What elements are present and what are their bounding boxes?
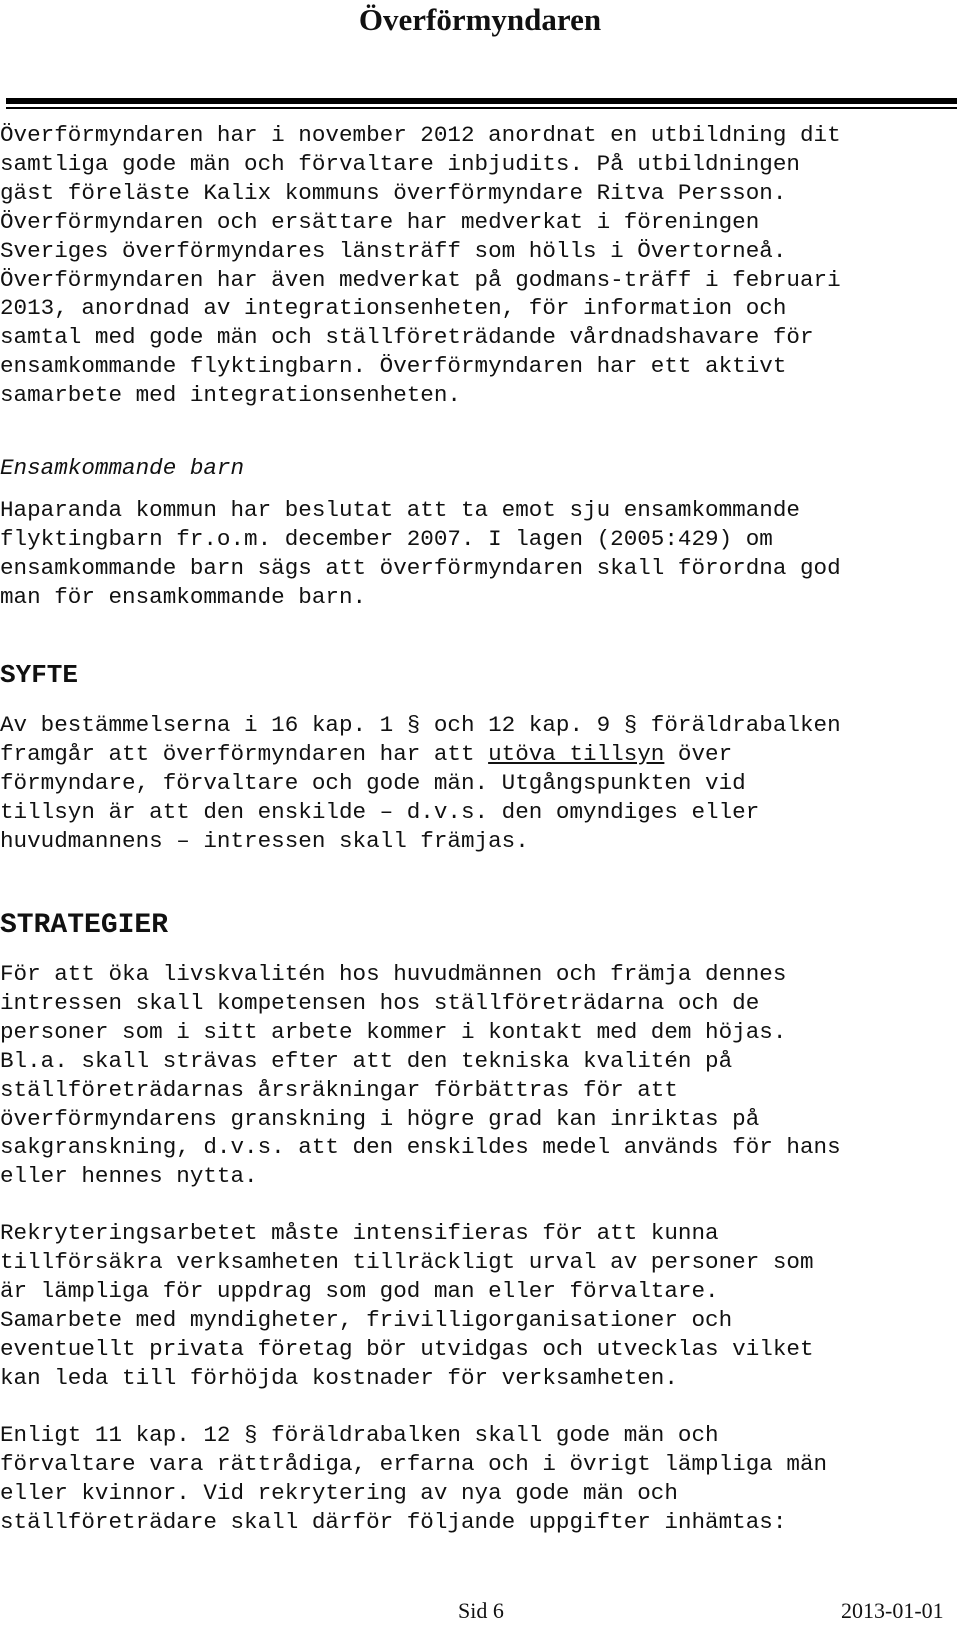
syfte-heading: SYFTE <box>0 660 79 690</box>
strategier-paragraph-3: Enligt 11 kap. 12 § föräldrabalken skall gode män och förvaltare vara rättrådiga, erfarna och i övrigt lämpliga män eller kvinnor. Vid rekrytering av nya gode män och ställföreträdare skall därför följande uppgifter inhämtas: <box>0 1422 828 1535</box>
header-rule-thin <box>6 107 957 109</box>
syfte-line-2-end: över <box>664 741 733 767</box>
ensamkommande-paragraph: Haparanda kommun har beslutat att ta emot sju ensamkommande flyktingbarn fr.o.m. december 2007. I lagen (2005:429) om ensamkommande barn sägs att överförmyndaren skall förordna god man för ensamkommande barn. <box>0 497 841 610</box>
utova-tillsyn-underlined: utöva tillsyn <box>488 741 665 767</box>
strategier-heading: STRATEGIER <box>0 910 169 941</box>
intro-paragraph: Överförmyndaren har i november 2012 anordnat en utbildning dit samtliga gode män och förvaltare inbjudits. På utbildningen gäst föreläste Kalix kommuns överförmyndare Ritva Persson. Överförmyndaren och ersättare har medverkat i föreningen Sveriges överförmyndares länsträff som hölls i Övertorneå. Överförmyndaren har även medverkat på godmans-träff i februari 2013, anordnad av integrationsenheten, för information och samtal med gode män och ställföreträdande vårdnadshavare för ensamkommande flyktingbarn. Överförmyndaren har ett aktivt samarbete med integrationsenheten. <box>0 122 841 409</box>
page-title: Överförmyndaren <box>358 2 602 37</box>
strategier-paragraph-2: Rekryteringsarbetet måste intensifieras för att kunna tillförsäkra verksamheten tillräckligt urval av personer som är lämpliga för uppdrag som god man eller förvaltare. Samarbete med myndigheter, frivilligorganisationer och eventuellt privata företag bör utvidgas och utvecklas vilket kan leda till förhöjda kostnader för verksamheten. <box>0 1220 814 1391</box>
ensamkommande-heading: Ensamkommande barn <box>0 455 245 481</box>
strategier-paragraph-1: För att öka livskvalitén hos huvudmännen och främja dennes intressen skall kompetensen hos ställföreträdarna och de personer som i sitt arbete kommer i kontakt med dem höjas. Bl.a. skall strävas efter att den tekniska kvalitén på ställföreträdarnas årsräkningar förbättras för att överförmyndarens granskning i högre grad kan inriktas på sakgranskning, d.v.s. att den enskildes medel används för hans eller hennes nytta. <box>0 961 841 1190</box>
syfte-line-1: Av bestämmelserna i 16 kap. 1 § och 12 kap. 9 § föräldrabalken <box>0 712 841 738</box>
footer-date: 2013-01-01 <box>841 1598 944 1623</box>
footer-page-number: Sid 6 <box>458 1598 504 1623</box>
syfte-line-2-start: framgår att överförmyndaren har att <box>0 741 489 767</box>
syfte-paragraph-rest: förmyndare, förvaltare och gode män. Utgångspunkten vid tillsyn är att den enskilde – d.v.s. den omyndiges eller huvudmannens – intressen skall främjas. <box>0 770 760 854</box>
syfte-line-2 <box>0 740 732 769</box>
header-rule-thick <box>6 98 957 104</box>
